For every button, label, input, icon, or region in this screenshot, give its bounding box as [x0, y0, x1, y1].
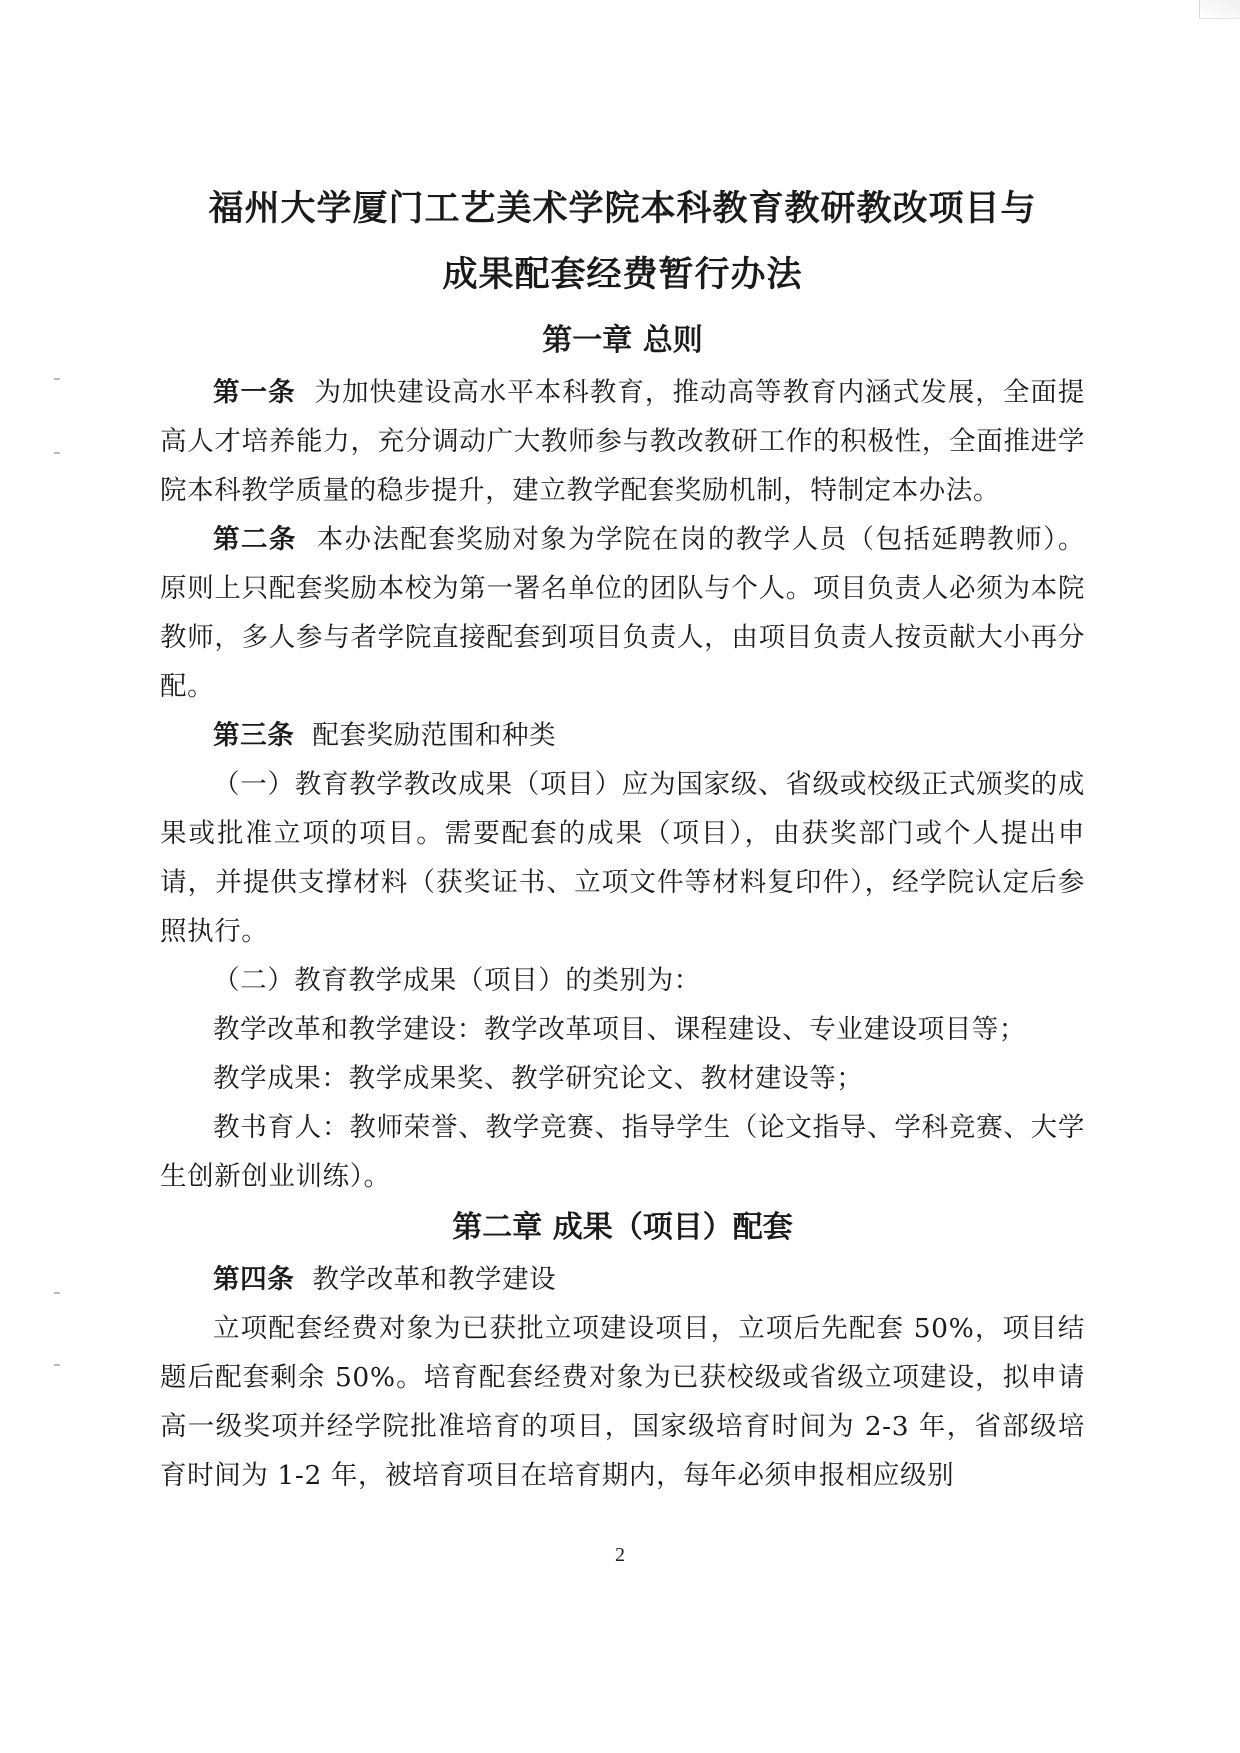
page-number: 2 [615, 1544, 625, 1566]
article-3 [160, 711, 1085, 760]
article-3-item-2: （二）教育教学成果（项目）的类别为： [213, 965, 701, 996]
article-4-text: 教学改革和教学建设 [312, 1264, 557, 1295]
scan-corner-artifact [1199, 0, 1240, 19]
article-4 [160, 1255, 1085, 1304]
category-teaching-achievement: 教学成果：教学成果奖、教学研究论文、教材建设等； [213, 1063, 864, 1094]
scan-edge-mark [54, 378, 60, 380]
title-line-1: 福州大学厦门工艺美术学院本科教育教研教改项目与 [208, 188, 1037, 229]
article-3-text: 配套奖励范围和种类 [312, 720, 557, 751]
article-4-paragraph: 立项配套经费对象为已获批立项建设项目，立项后先配套 50%，项目结题后配套剩余 50%。培育配套经费对象为已获校级或省级立项建设，拟申请高一级奖项并经学院批准培育的项目，国家级培育时间为 2-3 年，省部级培育时间为 1-2 年，被培育项目在培育期内，每年必须申报相应级别 [160, 1313, 1085, 1491]
scan-edge-mark [54, 452, 60, 454]
article-1-label: 第一条 [213, 377, 296, 408]
title-line-2: 成果配套经费暂行办法 [442, 254, 803, 295]
chapter-2-heading: 第二章 成果（项目）配套 [452, 1210, 793, 1245]
document-body [160, 176, 1085, 1500]
article-2 [160, 515, 1085, 711]
article-3-item-1: （一）教育教学教改成果（项目）应为国家级、省级或校级正式颁奖的成果或批准立项的项目。需要配套的成果（项目），由获奖部门或个人提出申请，并提供支撑材料（获奖证书、立项文件等材料复印件），经学院认定后参照执行。 [160, 769, 1085, 947]
scan-edge-mark [54, 1364, 60, 1366]
scan-edge-mark [54, 1292, 60, 1294]
article-2-label: 第二条 [213, 524, 297, 555]
article-1-text: 为加快建设高水平本科教育，推动高等教育内涵式发展，全面提高人才培养能力，充分调动广大教师参与教改教研工作的积极性，全面推进学院本科教学质量的稳步提升，建立教学配套奖励机制，特制定本办法。 [160, 377, 1085, 506]
article-4-label: 第四条 [213, 1264, 295, 1295]
category-teaching-reform: 教学改革和教学建设：教学改革项目、课程建设、专业建设项目等； [213, 1014, 1026, 1045]
chapter-1-heading: 第一章 总则 [542, 323, 703, 358]
article-3-label: 第三条 [213, 720, 295, 751]
article-1 [160, 368, 1085, 515]
category-educating-people: 教书育人：教师荣誉、教学竞赛、指导学生（论文指导、学科竞赛、大学生创新创业训练）。 [160, 1112, 1085, 1192]
article-2-text: 本办法配套奖励对象为学院在岗的教学人员（包括延聘教师）。原则上只配套奖励本校为第一署名单位的团队与个人。项目负责人必须为本院教师，多人参与者学院直接配套到项目负责人，由项目负责人按贡献大小再分配。 [160, 524, 1085, 702]
document-title [160, 176, 1085, 308]
